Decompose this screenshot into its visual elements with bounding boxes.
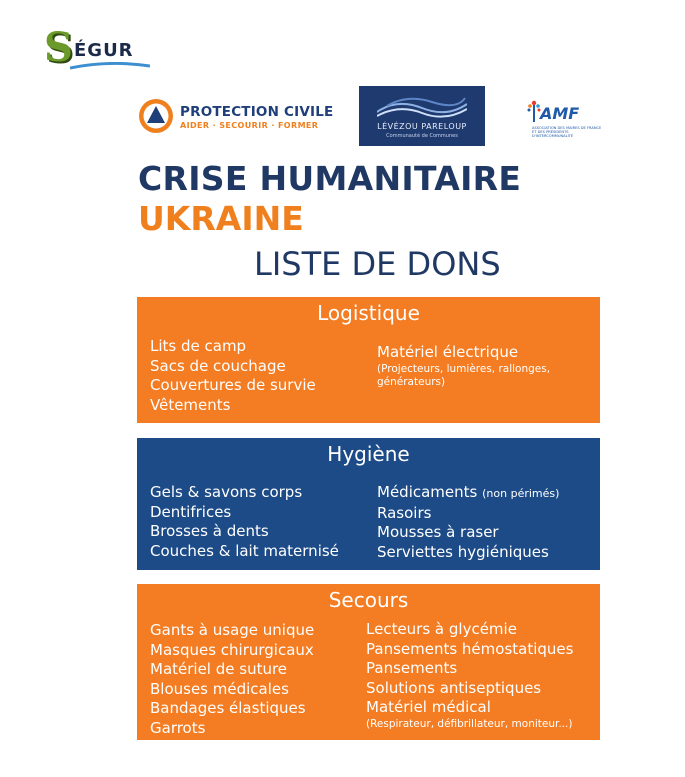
list-item: Pansements hémostatiques xyxy=(366,639,574,658)
section-secours xyxy=(137,584,600,740)
list-item: Pansements xyxy=(366,659,458,677)
list-item: Garrots xyxy=(150,718,206,737)
amf-logo xyxy=(522,98,602,138)
logistique-left-list xyxy=(150,337,316,415)
section-heading: Secours xyxy=(328,588,409,612)
list-item-label: Médicaments xyxy=(377,483,478,501)
list-item: Serviettes hygiéniques xyxy=(377,542,549,561)
secours-right-list xyxy=(366,620,573,731)
list-item-note: (Respirateur, défibrillateur, moniteur...) xyxy=(366,717,573,730)
list-item xyxy=(377,483,559,504)
list-item: Masques chirurgicaux xyxy=(150,640,314,659)
levezou-pareloup-subtitle: Communauté de Communes xyxy=(386,133,458,139)
list-item: Matériel électrique xyxy=(377,343,519,361)
list-item: Gants à usage unique xyxy=(150,621,315,639)
protection-civile-emblem-icon xyxy=(138,98,174,134)
logistique-right-list xyxy=(377,343,550,389)
levezou-pareloup-name: LÉVÉZOU PARELOUP xyxy=(377,122,467,131)
list-item: Rasoirs xyxy=(377,503,432,522)
list-item: Couches & lait maternisé xyxy=(150,541,339,560)
secours-left-list xyxy=(150,621,314,738)
list-item-note: (Projecteurs, lumières, rallonges, xyxy=(377,362,551,375)
amf-name: AMF xyxy=(540,104,580,123)
list-item: Dentifrices xyxy=(150,502,232,521)
hygiene-right-list xyxy=(377,483,559,562)
title-crise-humanitaire: CRISE HUMANITAIRE xyxy=(138,159,522,198)
protection-civile-motto: AIDER · SECOURIR · FORMER xyxy=(180,121,319,130)
protection-civile-logo xyxy=(138,98,338,138)
levezou-pareloup-logo xyxy=(359,86,485,146)
list-item: Blouses médicales xyxy=(150,679,289,698)
list-item: Brosses à dents xyxy=(150,522,269,540)
waves-icon xyxy=(377,94,467,120)
section-heading: Logistique xyxy=(317,301,420,325)
list-item: Bandages élastiques xyxy=(150,699,306,717)
list-item: Matériel de suture xyxy=(150,660,288,678)
title-liste-de-dons: LISTE DE DONS xyxy=(254,245,501,283)
list-item-note: générateurs) xyxy=(377,375,446,388)
list-item: Lecteurs à glycémie xyxy=(366,620,517,638)
list-item: Sacs de couchage xyxy=(150,356,286,375)
section-heading: Hygiène xyxy=(327,442,410,466)
title-ukraine: UKRAINE xyxy=(138,199,304,238)
section-hygiene xyxy=(137,438,600,570)
list-item: Lits de camp xyxy=(150,337,247,355)
swoosh-icon xyxy=(70,62,150,70)
amf-tagline: ASSOCIATION DES MAIRES DE FRANCE ET DES PRÉSIDENTS D'INTERCOMMUNALITÉ xyxy=(532,126,602,138)
section-logistique xyxy=(137,297,600,423)
hygiene-left-list xyxy=(150,483,339,561)
segur-logo-text: ÉGUR xyxy=(74,40,134,61)
protection-civile-name: PROTECTION CIVILE xyxy=(180,104,334,120)
list-item: Vêtements xyxy=(150,395,231,414)
list-item: Couvertures de survie xyxy=(150,376,316,394)
segur-logo xyxy=(44,26,154,78)
list-item-note: (non périmés) xyxy=(482,487,560,500)
list-item: Mousses à raser xyxy=(377,523,499,541)
list-item: Solutions antiseptiques xyxy=(366,678,542,697)
list-item: Matériel médical xyxy=(366,698,491,716)
segur-logo-letter: S xyxy=(44,24,73,71)
list-item: Gels & savons corps xyxy=(150,483,303,501)
